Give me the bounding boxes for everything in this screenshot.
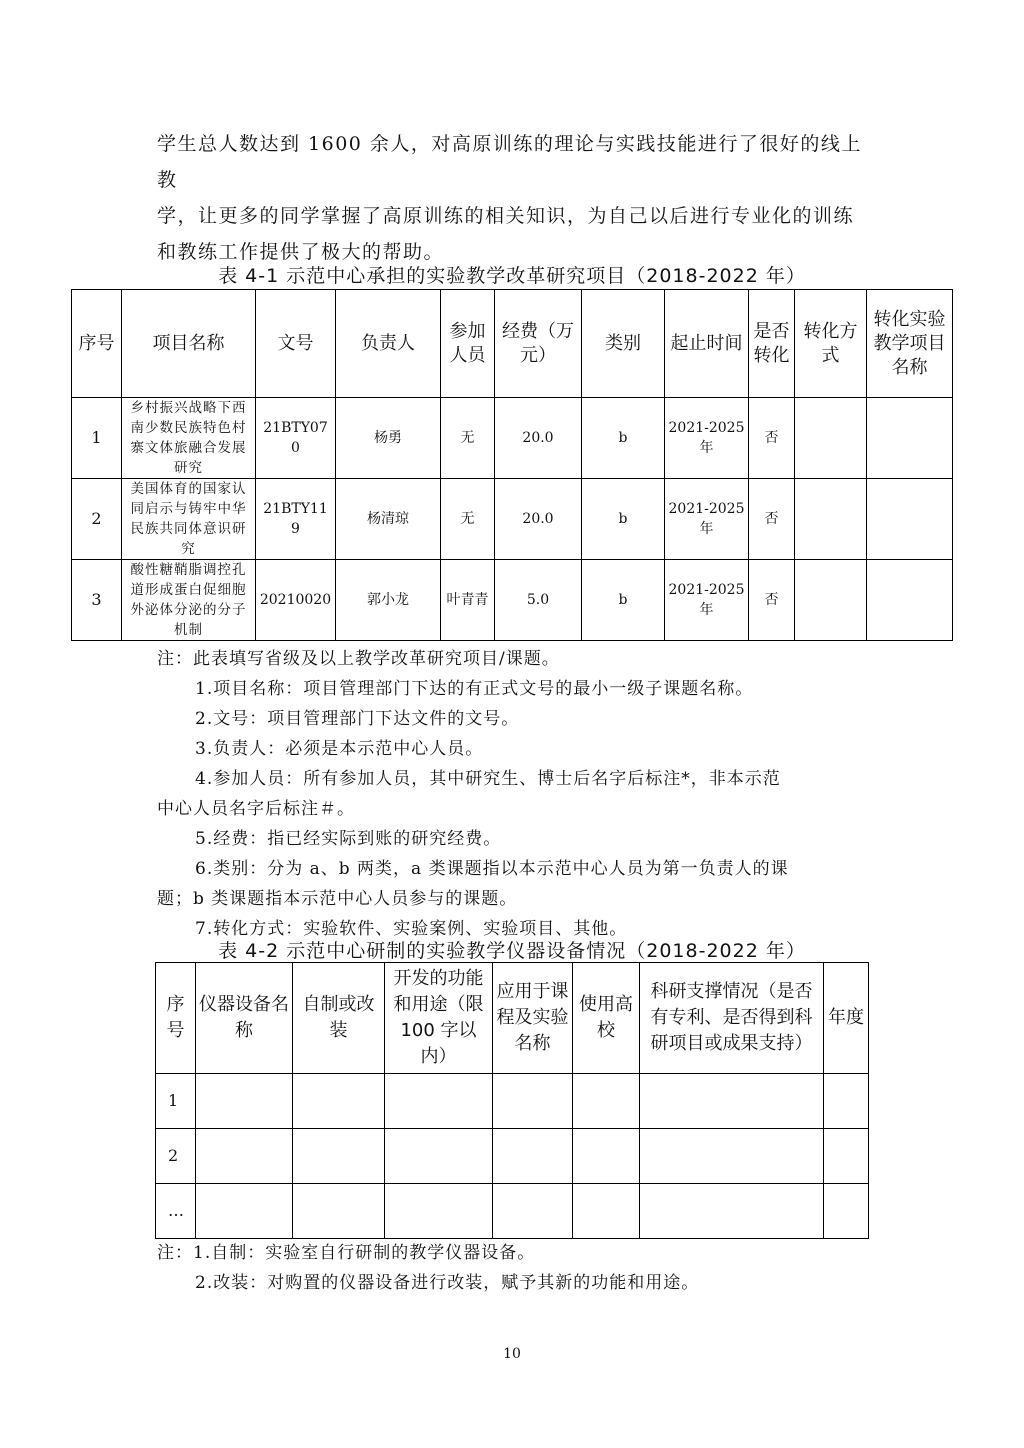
empty-cell [640, 1184, 824, 1239]
header-cell: 开发的功能和用途（限 100 字以内） [385, 963, 493, 1074]
cell-no: 1 [72, 398, 122, 479]
empty-cell [196, 1074, 293, 1129]
empty-cell [293, 1074, 385, 1129]
research-projects-table [71, 289, 953, 641]
header-cell: 仪器设备名称 [196, 963, 293, 1074]
cell-leader: 杨勇 [336, 398, 441, 479]
empty-cell [385, 1074, 493, 1129]
cell-period: 2021-2025 年 [665, 479, 749, 560]
cell-method [795, 560, 867, 641]
cell-project-name: 美国体育的国家认同启示与铸牢中华民族共同体意识研究 [122, 479, 256, 560]
note-line: 2.文号：项目管理部门下达文件的文号。 [195, 709, 520, 729]
empty-cell [196, 1129, 293, 1184]
header-cell: 类别 [582, 290, 665, 398]
empty-cell [573, 1074, 640, 1129]
table2-notes [157, 1238, 872, 1298]
cell-project-name: 酸性糖鞘脂调控孔道形成蛋白促细胞外泌体分泌的分子机制 [122, 560, 256, 641]
cell-category: b [582, 398, 665, 479]
table-row [72, 398, 953, 479]
cell-period: 2021-2025 年 [665, 560, 749, 641]
cell-converted: 否 [749, 398, 795, 479]
table-row [156, 1184, 869, 1239]
table-row [156, 1074, 869, 1129]
header-cell: 使用高校 [573, 963, 640, 1074]
note-line: 4.参加人员：所有参加人员，其中研究生、博士后名字后标注*，非本示范 [195, 769, 781, 789]
table-row [72, 479, 953, 560]
cell-leader: 杨清琼 [336, 479, 441, 560]
empty-cell [824, 1129, 869, 1184]
header-cell: 项目名称 [122, 290, 256, 398]
cell-no: 2 [72, 479, 122, 560]
cell-members: 无 [441, 479, 495, 560]
note-line: 5.经费：指已经实际到账的研究经费。 [195, 829, 502, 849]
cell-converted-project [867, 560, 953, 641]
header-cell: 年度 [824, 963, 869, 1074]
cell-converted: 否 [749, 479, 795, 560]
page-number: 10 [503, 1346, 521, 1362]
intro-line: 学，让更多的同学掌握了高原训练的相关知识，为自己以后进行专业化的训练 [157, 205, 855, 227]
empty-cell [293, 1129, 385, 1184]
note-line: 1.项目名称：项目管理部门下达的有正式文号的最小一级子课题名称。 [195, 679, 754, 699]
cell-method [795, 479, 867, 560]
cell-members: 无 [441, 398, 495, 479]
table1-notes [157, 644, 872, 944]
cell-no: 3 [72, 560, 122, 641]
header-cell: 科研支撑情况（是否有专利、是否得到科研项目或成果支持） [640, 963, 824, 1074]
cell-doc-number: 20210020 [256, 560, 336, 641]
empty-cell [385, 1129, 493, 1184]
header-cell: 序号 [72, 290, 122, 398]
empty-cell [196, 1184, 293, 1239]
table-row [72, 560, 953, 641]
cell-funds: 20.0 [495, 479, 582, 560]
cell-category: b [582, 479, 665, 560]
cell-funds: 20.0 [495, 398, 582, 479]
cell-doc-number: 21BTY070 [256, 398, 336, 479]
empty-cell [293, 1184, 385, 1239]
cell-no: … [156, 1184, 196, 1239]
note-line: 中心人员名字后标注＃。 [157, 799, 355, 819]
cell-method [795, 398, 867, 479]
cell-converted-project [867, 398, 953, 479]
instruments-table [155, 962, 869, 1239]
empty-cell [493, 1074, 573, 1129]
cell-project-name: 乡村振兴战略下西南少数民族特色村寨文体旅融合发展研究 [122, 398, 256, 479]
cell-category: b [582, 560, 665, 641]
table-header-row [72, 290, 953, 398]
empty-cell [824, 1074, 869, 1129]
table2-caption: 表 4-2 示范中心研制的实验教学仪器设备情况（2018-2022 年） [218, 940, 806, 962]
intro-paragraph [157, 126, 872, 270]
cell-doc-number: 21BTY119 [256, 479, 336, 560]
cell-no: 2 [156, 1129, 196, 1184]
header-cell: 是否转化 [749, 290, 795, 398]
header-cell: 文号 [256, 290, 336, 398]
note-line: 6.类别：分为 a、b 两类，a 类课题指以本示范中心人员为第一负责人的课 [195, 859, 789, 879]
note-line: 题；b 类课题指本示范中心人员参与的课题。 [157, 889, 518, 909]
table-row [156, 1129, 869, 1184]
empty-cell [573, 1129, 640, 1184]
header-cell: 应用于课程及实验名称 [493, 963, 573, 1074]
empty-cell [385, 1184, 493, 1239]
cell-leader: 郭小龙 [336, 560, 441, 641]
table-header-row [156, 963, 869, 1074]
header-cell: 序号 [156, 963, 196, 1074]
empty-cell [493, 1129, 573, 1184]
note-line: 3.负责人：必须是本示范中心人员。 [195, 739, 484, 759]
empty-cell [640, 1129, 824, 1184]
cell-funds: 5.0 [495, 560, 582, 641]
empty-cell [573, 1184, 640, 1239]
intro-line: 和教练工作提供了极大的帮助。 [157, 241, 445, 263]
empty-cell [493, 1184, 573, 1239]
note-line: 2.改装：对购置的仪器设备进行改装，赋予其新的功能和用途。 [195, 1273, 700, 1293]
note-line: 注：此表填写省级及以上教学改革研究项目/课题。 [157, 649, 560, 669]
cell-no: 1 [156, 1074, 196, 1129]
cell-period: 2021-2025 年 [665, 398, 749, 479]
note-line: 注：1.自制：实验室自行研制的教学仪器设备。 [157, 1243, 536, 1263]
intro-line: 学生总人数达到 1600 余人，对高原训练的理论与实践技能进行了很好的线上教 [157, 133, 862, 191]
header-cell: 转化方式 [795, 290, 867, 398]
empty-cell [640, 1074, 824, 1129]
header-cell: 负责人 [336, 290, 441, 398]
cell-converted: 否 [749, 560, 795, 641]
table1-caption: 表 4-1 示范中心承担的实验教学改革研究项目（2018-2022 年） [218, 265, 806, 287]
header-cell: 转化实验教学项目名称 [867, 290, 953, 398]
cell-members: 叶青青 [441, 560, 495, 641]
header-cell: 自制或改装 [293, 963, 385, 1074]
empty-cell [824, 1184, 869, 1239]
header-cell: 经费（万元） [495, 290, 582, 398]
header-cell: 起止时间 [665, 290, 749, 398]
cell-converted-project [867, 479, 953, 560]
note-line: 7.转化方式：实验软件、实验案例、实验项目、其他。 [195, 919, 628, 939]
header-cell: 参加人员 [441, 290, 495, 398]
